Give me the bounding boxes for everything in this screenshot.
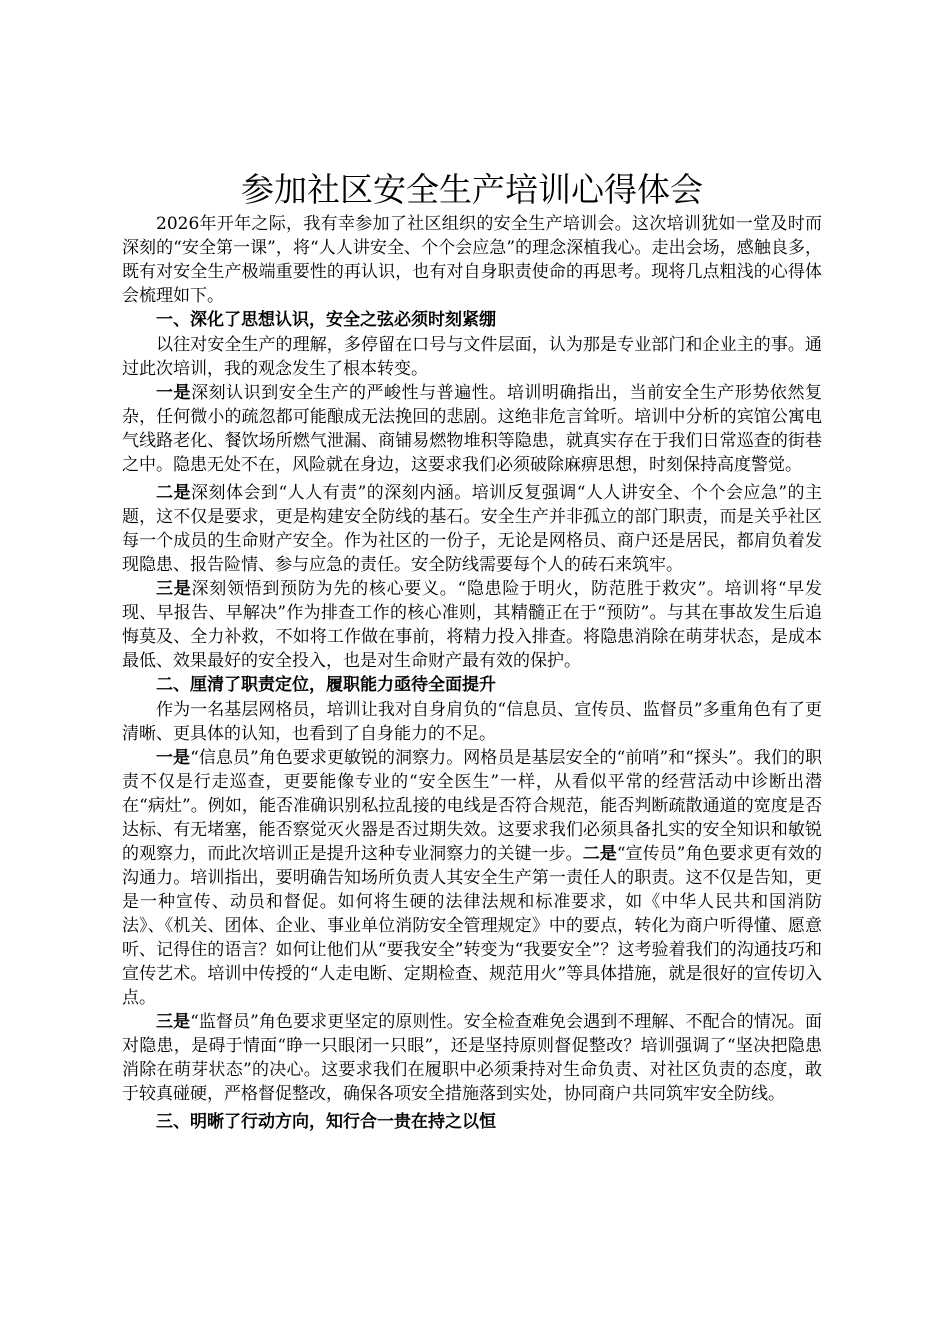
section-2-points-1-2 [122,746,822,1010]
document-page [122,170,822,1135]
section-1-point-3 [122,577,822,673]
point-lead: 一是 [156,383,192,403]
point-text: “信息员”角色要求更敏锐的洞察力。网格员是基层安全的“前哨”和“探头”。我们的职责不仅是行走巡查，更要能像专业的“安全医生”一样，从看似平常的经营活动中诊断出潜在“病灶”。例如，能否准确识别私拉乱接的电线是否符合规范，能否判断疏散通道的宽度是否达标、有无堵塞，能否察觉灭火器是否过期失效。这要求我们必须具备扎实的安全知识和敏锐的观察力，而此次培训正是提升这种专业洞察力的关键一步。 [122,748,822,864]
section-heading-2: 二、厘清了职责定位，履职能力亟待全面提升 [156,675,496,695]
point-lead: 三是 [156,579,192,599]
section-2-intro: 作为一名基层网格员，培训让我对自身肩负的“信息员、宣传员、监督员”多重角色有了更清晰、更具体的认知，也看到了自身能力的不足。 [122,700,822,744]
point-lead: 一是 [156,748,191,768]
section-2-point-3 [122,1010,822,1106]
section-heading-1: 一、深化了思想认识，安全之弦必须时刻紧绷 [156,310,496,330]
point-text: “监督员”角色要求更坚定的原则性。安全检查难免会遇到不理解、不配合的情况。面对隐患，是碍于情面“睁一只眼闭一只眼”，还是坚持原则督促整改？培训强调了“坚决把隐患消除在萌芽状态”的决心。这要求我们在履职中必须秉持对生命负责、对社区负责的态度，敢于较真碰硬，严格督促整改，确保各项安全措施落到实处，协同商户共同筑牢安全防线。 [122,1012,822,1104]
point-lead: 二是 [156,483,191,503]
section-1-point-1 [122,381,822,477]
section-1-point-2 [122,481,822,577]
point-lead: 二是 [582,844,617,864]
point-text: 深刻认识到安全生产的严峻性与普遍性。培训明确指出，当前安全生产形势依然复杂，任何微小的疏忽都可能酿成无法挽回的悲剧。这绝非危言耸听。培训中分析的宾馆公寓电气线路老化、餐饮场所燃气泄漏、商铺易燃物堆积等隐患，就真实存在于我们日常巡查的街巷之中。隐患无处不在，风险就在身边，这要求我们必须破除麻痹思想，时刻保持高度警觉。 [122,383,823,475]
intro-paragraph: 2026年开年之际，我有幸参加了社区组织的安全生产培训会。这次培训犹如一堂及时而深刻的“安全第一课”，将“人人讲安全、个个会应急”的理念深植我心。走出会场，感触良多，既有对安全生产极端重要性的再认识，也有对自身职责使命的再思考。现将几点粗浅的心得体会梳理如下。 [122,214,822,306]
point-lead: 三是 [156,1012,191,1032]
section-heading-3: 三、明晰了行动方向，知行合一贵在持之以恒 [156,1112,496,1132]
point-text: 深刻体会到“人人有责”的深刻内涵。培训反复强调“人人讲安全、个个会应急”的主题，这不仅是要求，更是构建安全防线的基石。安全生产并非孤立的部门职责，而是关乎社区每一个成员的生命财产安全。作为社区的一份子，无论是网格员、商户还是居民，都肩负着发现隐患、报告险情、参与应急的责任。安全防线需要每个人的砖石来筑牢。 [122,483,823,575]
point-text: “宣传员”角色要求更有效的沟通力。培训指出，要明确告知场所负责人其安全生产第一责任人的职责。这不仅是告知，更是一种宣传、动员和督促。如何将生硬的法律法规和标准要求，如《中华人民共和国消防法》、《机关、团体、企业、事业单位消防安全管理规定》中的要点，转化为商户听得懂、愿意听、记得住的语言？如何让他们从“要我安全”转变为“我要安全”？这考验着我们的沟通技巧和宣传艺术。培训中传授的“人走电断、定期检查、规范用火”等具体措施，就是很好的宣传切入点。 [122,844,823,1008]
section-1-intro: 以往对安全生产的理解，多停留在口号与文件层面，认为那是专业部门和企业主的事。通过此次培训，我的观念发生了根本转变。 [122,335,822,379]
document-title: 参加社区安全生产培训心得体会 [241,170,703,209]
point-text: 深刻领悟到预防为先的核心要义。“隐患险于明火，防范胜于救灾”。培训将“早发现、早报告、早解决”作为排查工作的核心准则，其精髓正在于“预防”。与其在事故发生后追悔莫及、全力补救，不如将工作做在事前，将精力投入排查。将隐患消除在萌芽状态，是成本最低、效果最好的安全投入，也是对生命财产最有效的保护。 [122,579,823,671]
